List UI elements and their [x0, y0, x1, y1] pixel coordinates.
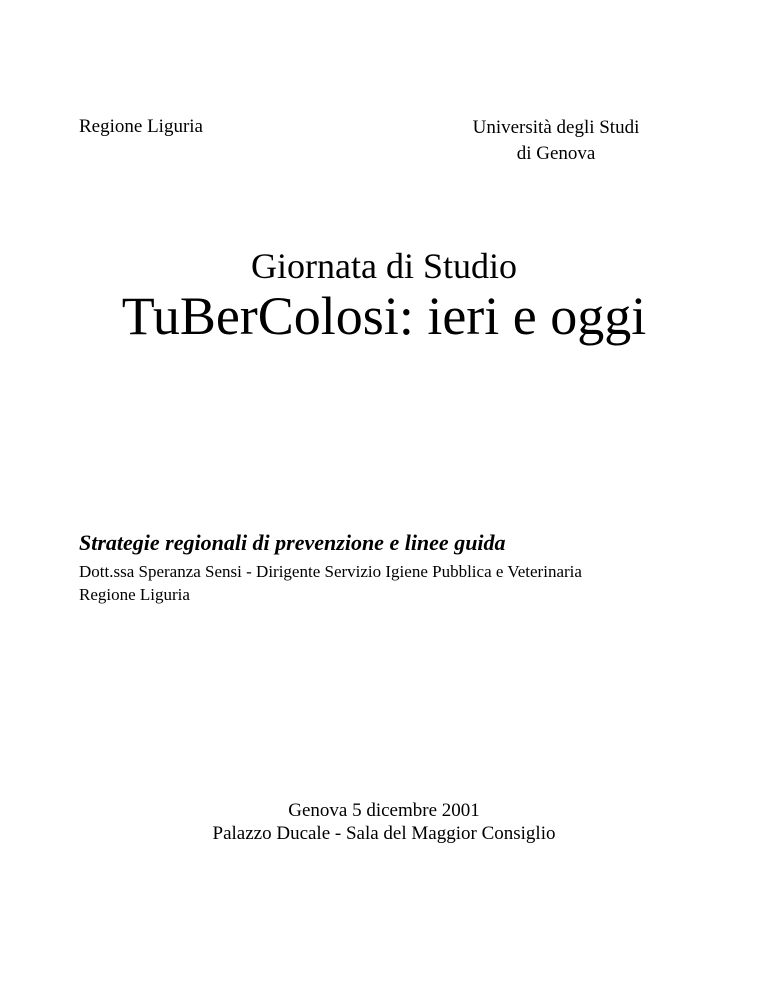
- talk-speaker: Dott.ssa Speranza Sensi - Dirigente Servizio Igiene Pubblica e Veterinaria: [79, 562, 582, 581]
- header-right-institution: [458, 115, 654, 167]
- footer-date: Genova 5 dicembre 2001: [288, 800, 480, 821]
- footer-venue: Palazzo Ducale - Sala del Maggior Consiglio: [212, 823, 556, 844]
- university-name-line1: Università degli Studi: [472, 117, 640, 138]
- footer-event-info: [0, 799, 768, 845]
- talk-title: Strategie regionali di prevenzione e linee guida: [79, 530, 506, 555]
- talk-organization: Regione Liguria: [79, 585, 190, 604]
- event-subtitle: Giornata di Studio: [251, 246, 517, 286]
- event-title: TuBerColosi: ieri e oggi: [121, 286, 647, 346]
- university-name-line2: di Genova: [516, 143, 596, 164]
- header-left-institution: Regione Liguria: [79, 116, 203, 137]
